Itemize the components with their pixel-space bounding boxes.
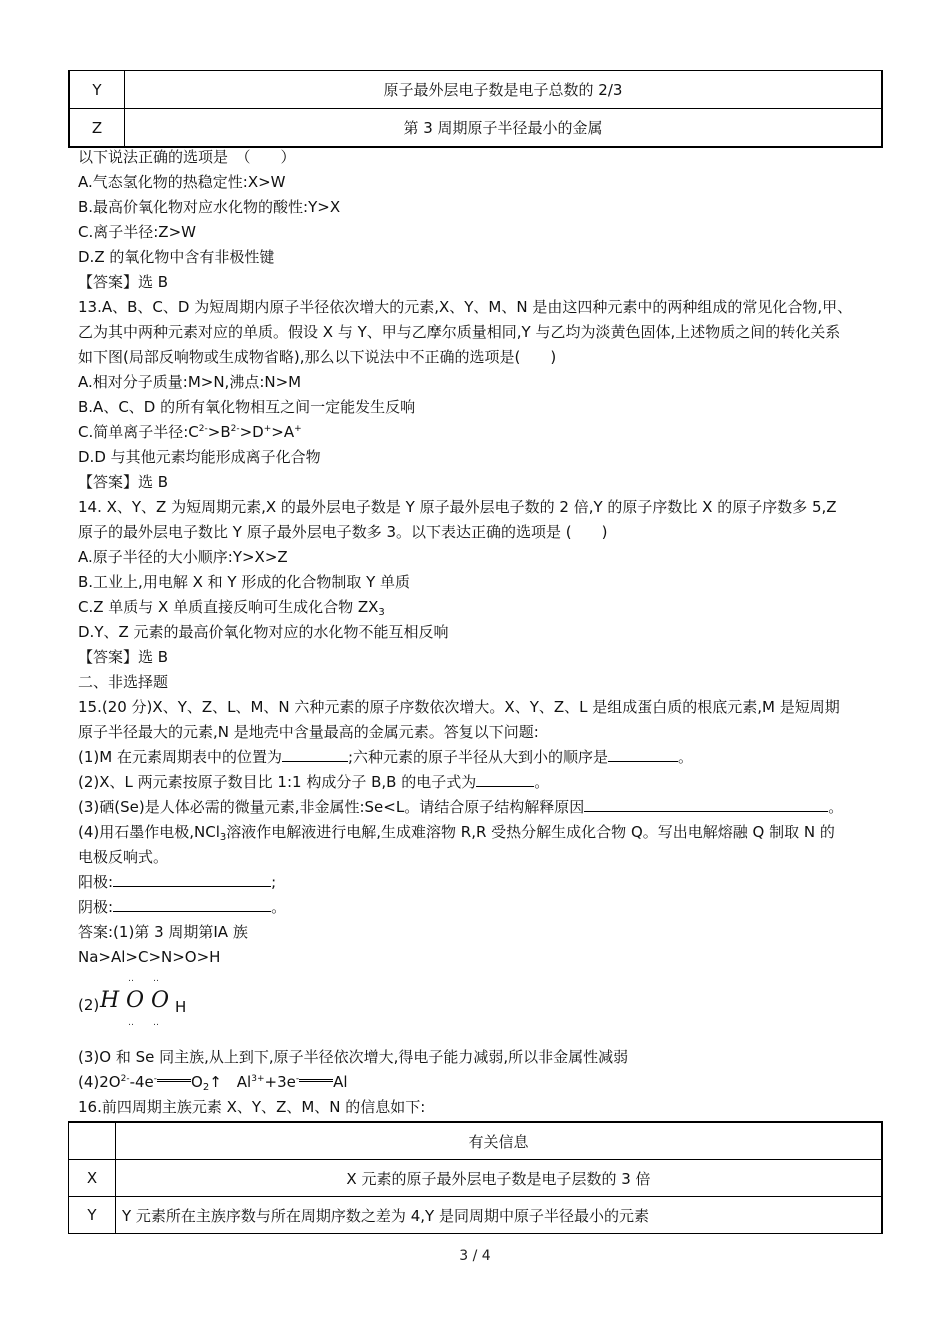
formula-label: (2) xyxy=(78,996,100,1014)
text: -4e xyxy=(129,1073,154,1091)
text: >D xyxy=(239,423,264,441)
element-label: Y xyxy=(69,1197,116,1234)
text: +3e xyxy=(264,1073,296,1091)
empty-header-cell xyxy=(69,1122,116,1160)
answer-blank[interactable] xyxy=(282,747,348,762)
text: (1)M 在元素周期表中的位置为 xyxy=(78,748,282,766)
answer: 【答案】选 B xyxy=(78,648,169,666)
atom-o: O xyxy=(151,988,170,1013)
answer-blank[interactable] xyxy=(476,772,534,787)
section-heading: 二、非选择题 xyxy=(78,673,169,691)
element-label: X xyxy=(69,1160,116,1197)
anode-line xyxy=(78,872,276,892)
superscript: 2- xyxy=(198,424,208,434)
option-a: A.相对分子质量:M>N,沸点:N>M xyxy=(78,373,302,391)
answer-blank[interactable] xyxy=(584,797,828,812)
text: O xyxy=(191,1073,203,1091)
text: C.简单离子半径:C xyxy=(78,423,199,441)
page-number: 3 / 4 xyxy=(459,1248,491,1264)
sub-question-2 xyxy=(78,772,549,792)
text: 阳极: xyxy=(78,873,114,891)
text: 溶液作电解液进行电解,生成难溶物 R,R 受热分解生成化合物 Q。写出电解熔融 Q 制取 N 的 xyxy=(226,823,835,841)
atom-h: H xyxy=(175,998,187,1016)
superscript: + xyxy=(263,424,272,434)
lone-pair-dots: ‥ xyxy=(153,1018,163,1028)
answer-blank[interactable] xyxy=(113,897,271,912)
option-c xyxy=(78,422,302,442)
cathode-line xyxy=(78,897,286,917)
text: (4)2O xyxy=(78,1073,121,1091)
question-prompt: 以下说法正确的选项是 （ ） xyxy=(78,148,296,166)
question-stem: 14. X、Y、Z 为短周期元素,X 的最外层电子数是 Y 原子最外层电子数的 2 倍,Y 的原子序数比 X 的原子序数多 5,Z xyxy=(78,498,837,516)
element-info: 原子最外层电子数是电子总数的 2/3 xyxy=(125,71,883,109)
text: 。 xyxy=(271,898,287,916)
equals-sign xyxy=(299,1079,333,1082)
atom-o: O xyxy=(126,988,145,1013)
option-a: A.原子半径的大小顺序:Y>X>Z xyxy=(78,548,288,566)
question-stem: 乙为其中两种元素对应的单质。假设 X 与 Y、甲与乙摩尔质量相同,Y 与乙均为淡黄色固体,上述物质之间的转化关系 xyxy=(78,323,841,341)
answer-4 xyxy=(78,1072,348,1092)
answer: 【答案】选 B xyxy=(78,473,169,491)
lone-pair-dots: ‥ xyxy=(153,974,163,984)
option-b: B.A、C、D 的所有氧化物相互之间一定能发生反响 xyxy=(78,398,416,416)
text: (3)硒(Se)是人体必需的微量元素,非金属性:Se<L。请结合原子结构解释原因 xyxy=(78,798,585,816)
subscript: 3 xyxy=(219,832,227,843)
question-stem: 16.前四周期主族元素 X、Y、Z、M、N 的信息如下: xyxy=(78,1098,426,1116)
text: 。 xyxy=(828,798,844,816)
subscript: 3 xyxy=(378,607,385,618)
electron-formula xyxy=(78,972,218,1032)
text: ; xyxy=(271,873,277,891)
element-info-table-top xyxy=(68,70,883,148)
atom-h: H xyxy=(100,988,120,1013)
answer: 【答案】选 B xyxy=(78,273,169,291)
superscript: 3+ xyxy=(251,1074,265,1084)
table-row xyxy=(69,1197,883,1234)
question-stem: 15.(20 分)X、Y、Z、L、M、N 六种元素的原子序数依次增大。X、Y、Z、L 是组成蛋白质的根底元素,M 是短周期 xyxy=(78,698,840,716)
text: 。 xyxy=(678,748,694,766)
sub-question-4 xyxy=(78,822,835,842)
table-header-row xyxy=(69,1122,883,1160)
option-b: B.工业上,用电解 X 和 Y 形成的化合物制取 Y 单质 xyxy=(78,573,411,591)
text: C.Z 单质与 X 单质直接反响可生成化合物 ZX xyxy=(78,598,379,616)
text: 。 xyxy=(534,773,550,791)
superscript: - xyxy=(153,1074,158,1084)
text: ↑ Al xyxy=(209,1073,252,1091)
text: >A xyxy=(271,423,295,441)
subscript: 2 xyxy=(202,1082,210,1093)
sub-question-3 xyxy=(78,797,843,817)
answer-1: 答案:(1)第 3 周期第ⅠA 族 xyxy=(78,923,248,941)
element-info: 第 3 周期原子半径最小的金属 xyxy=(125,109,883,148)
question-stem: 原子的最外层电子数比 Y 原子最外层电子数多 3。以下表达正确的选项是 ( ) xyxy=(78,523,608,541)
option-d: D.D 与其他元素均能形成离子化合物 xyxy=(78,448,321,466)
text: ;六种元素的原子半径从大到小的顺序是 xyxy=(347,748,609,766)
question-stem: 13.A、B、C、D 为短周期内原子半径依次增大的元素,X、Y、M、N 是由这四种元素中的两种组成的常见化合物,甲、 xyxy=(78,298,853,316)
option-a: A.气态氢化物的热稳定性:X>W xyxy=(78,173,286,191)
superscript: 2- xyxy=(230,424,240,434)
question-stem: 原子半径最大的元素,N 是地壳中含量最高的金属元素。答复以下问题: xyxy=(78,723,539,741)
superscript: + xyxy=(294,424,302,434)
superscript: 2- xyxy=(120,1074,130,1084)
column-header: 有关信息 xyxy=(116,1122,883,1160)
equals-sign xyxy=(157,1079,191,1082)
option-b: B.最高价氧化物对应水化物的酸性:Y>X xyxy=(78,198,341,216)
element-label: Z xyxy=(69,109,125,148)
sub-question-4-cont: 电极反响式。 xyxy=(78,848,169,866)
answer-3: (3)O 和 Se 同主族,从上到下,原子半径依次增大,得电子能力减弱,所以非金属性减弱 xyxy=(78,1048,629,1066)
superscript: - xyxy=(295,1074,300,1084)
table-row xyxy=(69,1160,883,1197)
table-row xyxy=(69,71,882,109)
answer-blank[interactable] xyxy=(113,872,271,887)
answer-1b: Na>Al>C>N>O>H xyxy=(78,948,221,966)
element-info: X 元素的原子最外层电子数是电子层数的 3 倍 xyxy=(116,1160,883,1197)
option-d: D.Y、Z 元素的最高价氧化物对应的水化物不能互相反响 xyxy=(78,623,449,641)
lone-pair-dots: ‥ xyxy=(128,1018,138,1028)
option-c xyxy=(78,597,385,617)
text: Al xyxy=(333,1073,348,1091)
answer-blank[interactable] xyxy=(608,747,678,762)
text: >B xyxy=(207,423,231,441)
table-row xyxy=(69,109,882,148)
sub-question-1 xyxy=(78,747,693,767)
element-info-table-bottom xyxy=(68,1121,883,1234)
element-info: Y 元素所在主族序数与所在周期序数之差为 4,Y 是同周期中原子半径最小的元素 xyxy=(116,1197,883,1234)
lone-pair-dots: ‥ xyxy=(128,974,138,984)
option-d: D.Z 的氧化物中含有非极性键 xyxy=(78,248,275,266)
text: (2)X、L 两元素按原子数目比 1:1 构成分子 B,B 的电子式为 xyxy=(78,773,477,791)
text: (4)用石墨作电极,NCl xyxy=(78,823,220,841)
question-stem: 如下图(局部反响物或生成物省略),那么以下说法中不正确的选项是( ) xyxy=(78,348,557,366)
element-label: Y xyxy=(69,71,125,109)
text: 阴极: xyxy=(78,898,114,916)
option-c: C.离子半径:Z>W xyxy=(78,223,196,241)
